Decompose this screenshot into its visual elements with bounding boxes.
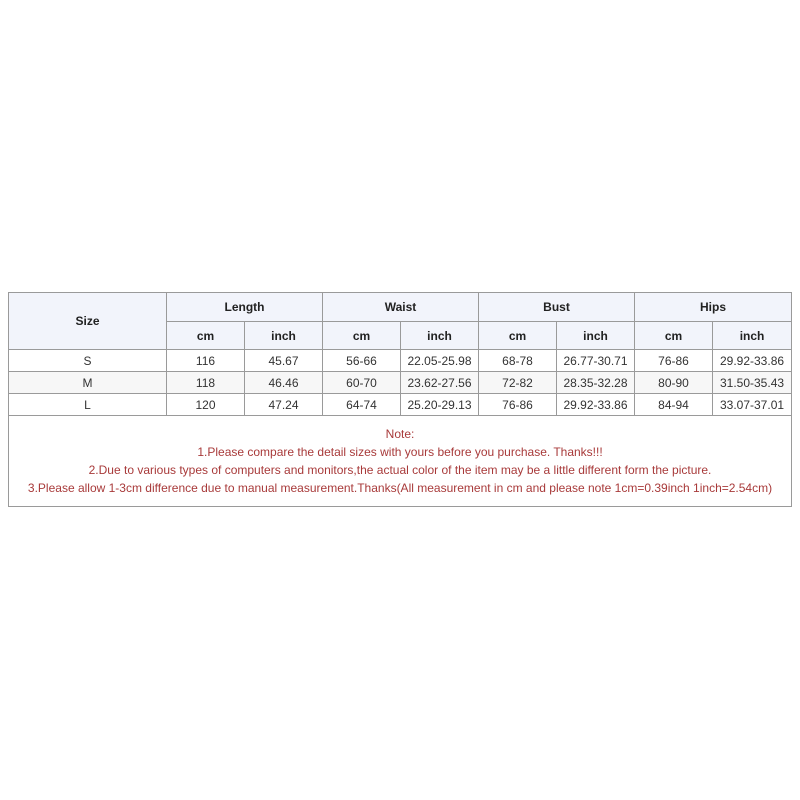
- size-chart-table: [8, 292, 792, 507]
- table-cell: 47.24: [245, 394, 323, 416]
- table-cell: 28.35-32.28: [557, 372, 635, 394]
- note-heading: Note:: [385, 427, 415, 441]
- note-line: 3.Please allow 1-3cm difference due to manual measurement.Thanks(All measurement in cm and please note 1cm=0.39inch 1inch=2.54cm): [27, 481, 773, 495]
- table-cell: 84-94: [635, 394, 713, 416]
- size-cell: L: [9, 394, 167, 416]
- table-cell: 33.07-37.01: [713, 394, 792, 416]
- table-cell: 64-74: [323, 394, 401, 416]
- table-cell: 26.77-30.71: [557, 350, 635, 372]
- table-cell: 116: [167, 350, 245, 372]
- unit-header: cm: [167, 322, 245, 350]
- unit-header: inch: [401, 322, 479, 350]
- note-line: 1.Please compare the detail sizes with yours before you purchase. Thanks!!!: [197, 445, 603, 459]
- table-row: [9, 350, 792, 372]
- table-cell: 56-66: [323, 350, 401, 372]
- unit-header: cm: [635, 322, 713, 350]
- table-cell: 31.50-35.43: [713, 372, 792, 394]
- table-cell: 29.92-33.86: [713, 350, 792, 372]
- table-cell: 22.05-25.98: [401, 350, 479, 372]
- unit-header: inch: [557, 322, 635, 350]
- table-cell: 76-86: [635, 350, 713, 372]
- unit-header: cm: [323, 322, 401, 350]
- notes-row: [9, 416, 792, 507]
- table-cell: 25.20-29.13: [401, 394, 479, 416]
- unit-header: inch: [245, 322, 323, 350]
- table-cell: 60-70: [323, 372, 401, 394]
- table-row: [9, 394, 792, 416]
- unit-header: inch: [713, 322, 792, 350]
- table-cell: 120: [167, 394, 245, 416]
- waist-group-header: Waist: [323, 293, 479, 322]
- bust-group-header: Bust: [479, 293, 635, 322]
- table-cell: 29.92-33.86: [557, 394, 635, 416]
- table-cell: 45.67: [245, 350, 323, 372]
- size-column-header: Size: [9, 293, 167, 350]
- table-cell: 72-82: [479, 372, 557, 394]
- notes-section: [9, 416, 792, 507]
- table-cell: 46.46: [245, 372, 323, 394]
- unit-header: cm: [479, 322, 557, 350]
- table-cell: 118: [167, 372, 245, 394]
- size-cell: S: [9, 350, 167, 372]
- table-row: [9, 372, 792, 394]
- hips-group-header: Hips: [635, 293, 792, 322]
- table-cell: 80-90: [635, 372, 713, 394]
- table-header-row: [9, 293, 792, 322]
- table-cell: 23.62-27.56: [401, 372, 479, 394]
- length-group-header: Length: [167, 293, 323, 322]
- table-cell: 68-78: [479, 350, 557, 372]
- note-line: 2.Due to various types of computers and monitors,the actual color of the item may be a little different form the picture.: [88, 463, 712, 477]
- size-cell: M: [9, 372, 167, 394]
- table-cell: 76-86: [479, 394, 557, 416]
